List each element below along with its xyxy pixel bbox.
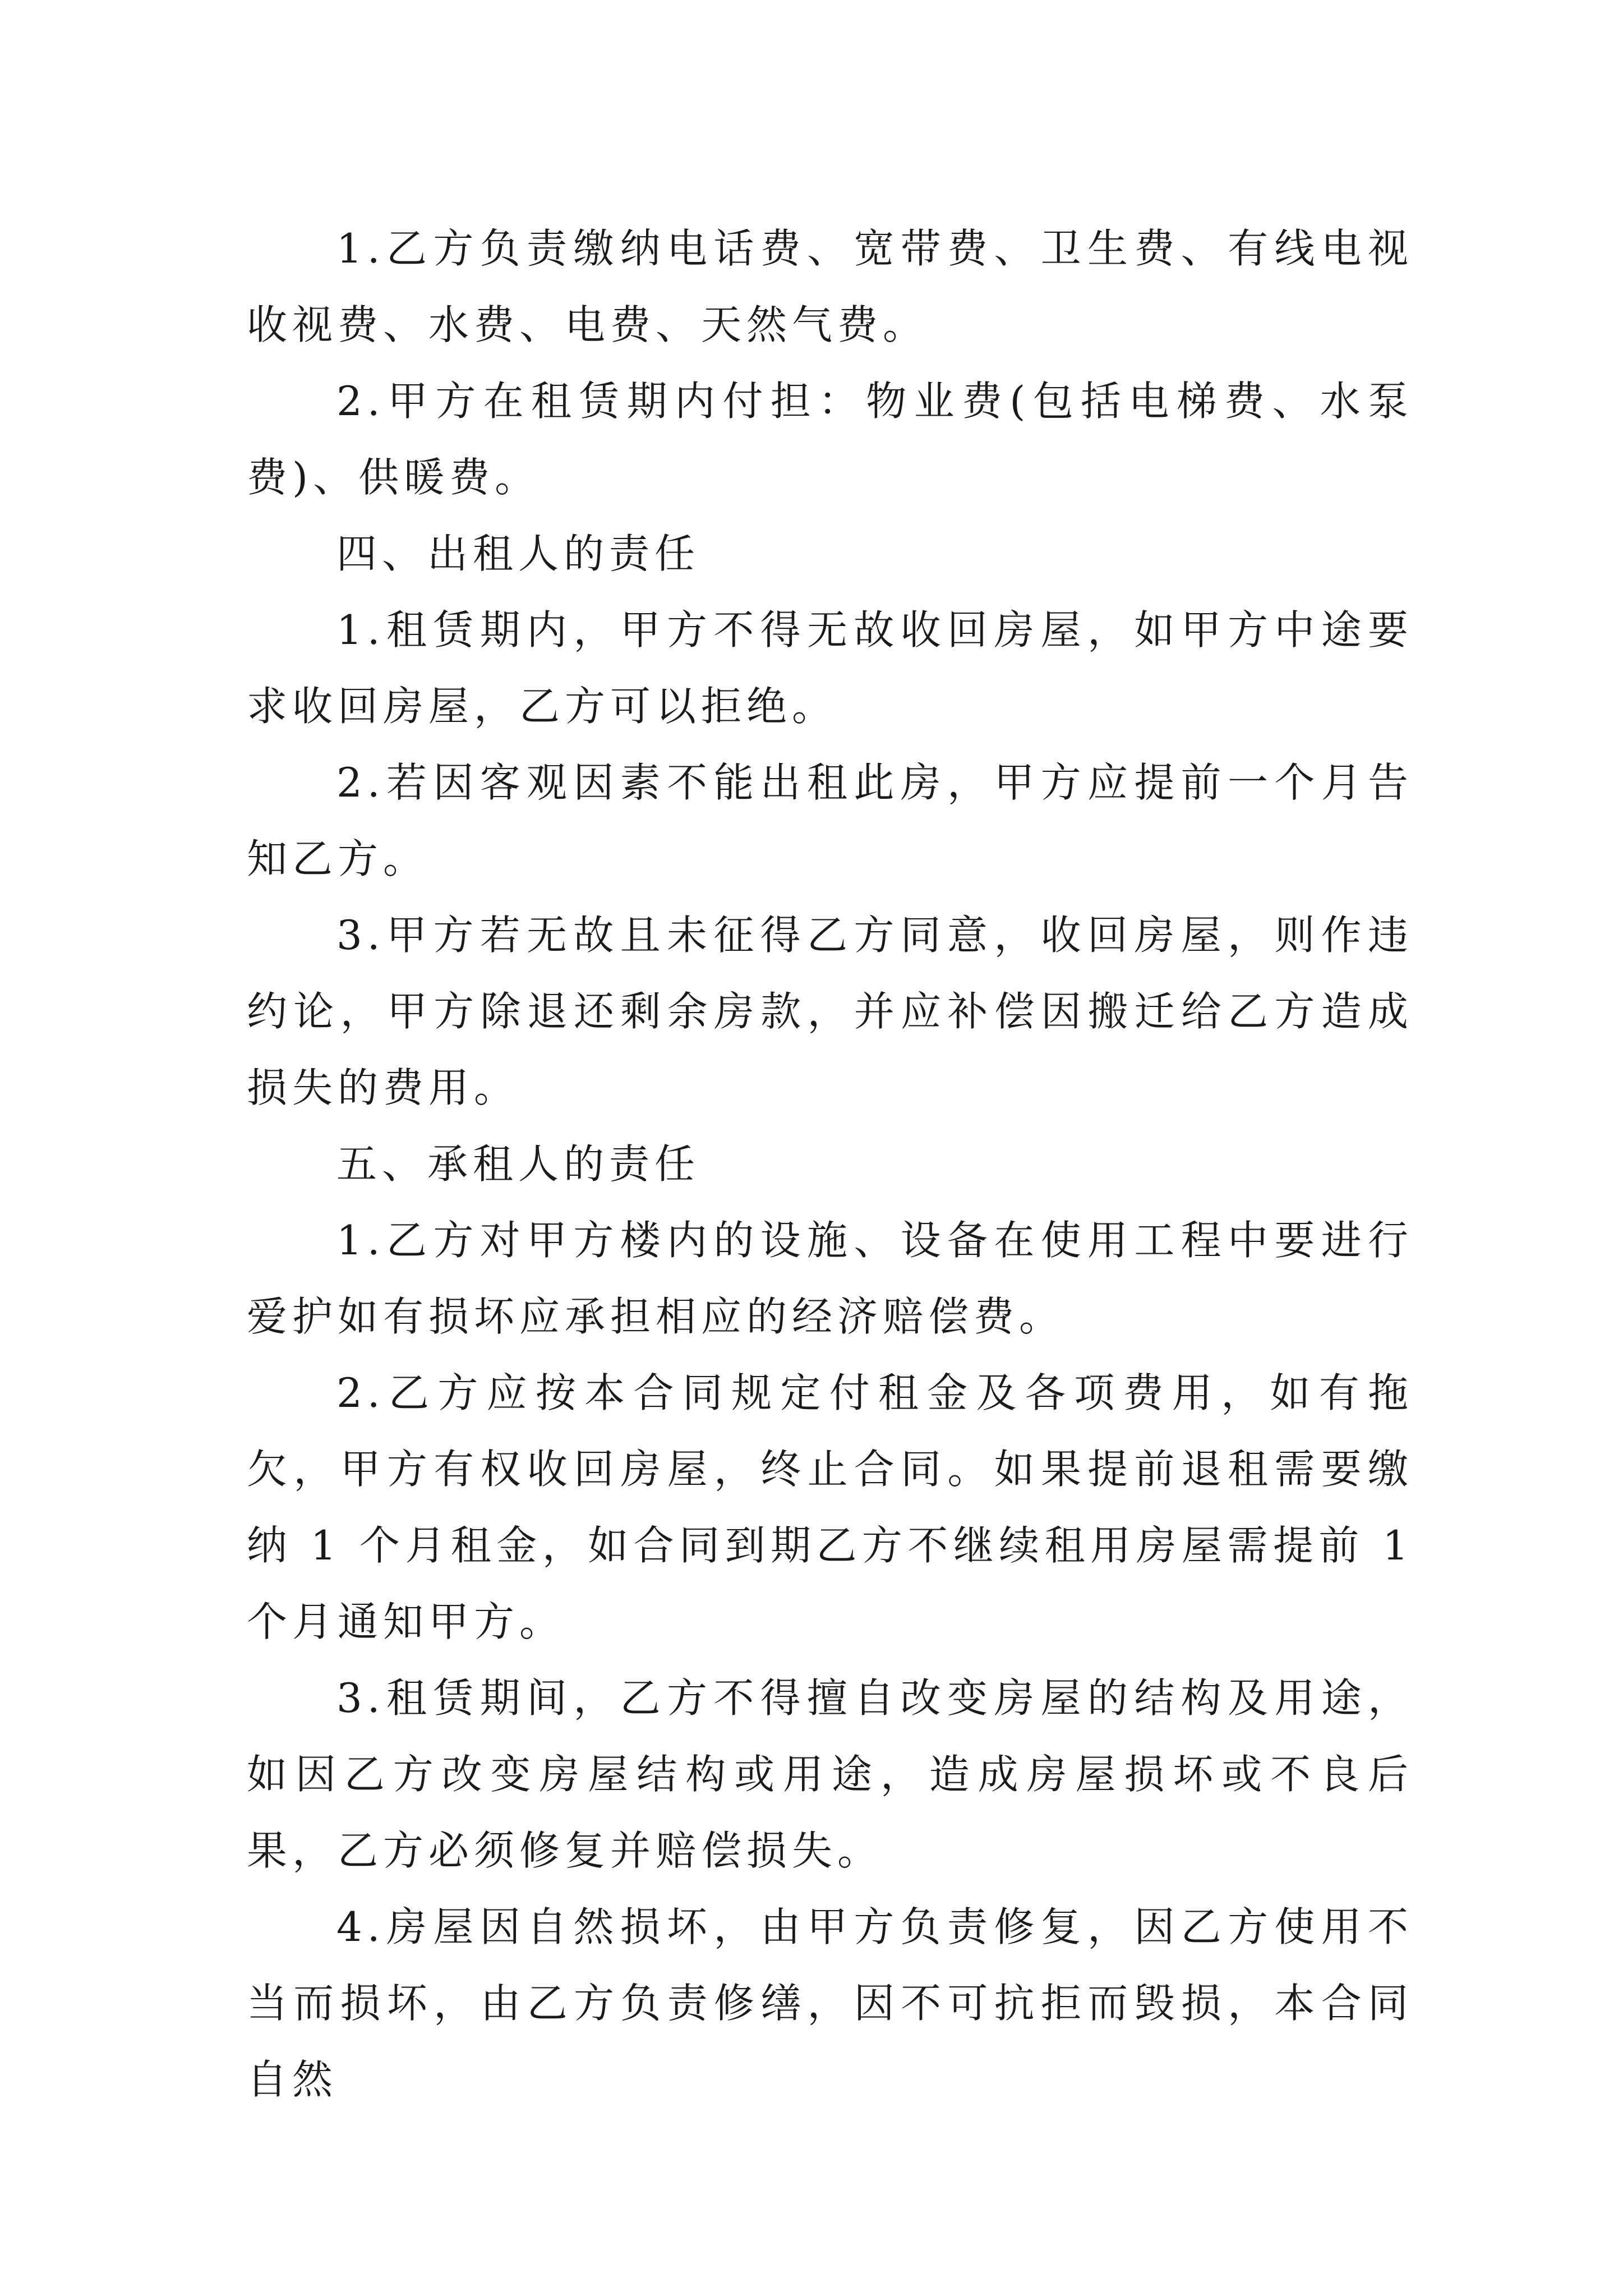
clause-5-1: 1.乙方对甲方楼内的设施、设备在使用工程中要进行爱护如有损坏应承担相应的经济赔偿费。 xyxy=(247,1217,1413,1340)
clause-5-4: 4.房屋因自然损坏，由甲方负责修复，因乙方使用不当而损坏，由乙方负责修缮，因不可抗拒而毁损，本合同自然 xyxy=(247,1903,1413,2103)
clause-5-3: 3.租赁期间，乙方不得擅自改变房屋的结构及用途，如因乙方改变房屋结构或用途，造成房屋损坏或不良后果，乙方必须修复并赔偿损失。 xyxy=(247,1674,1413,1874)
clause-5-2: 2.乙方应按本合同规定付租金及各项费用，如有拖欠，甲方有权收回房屋，终止合同。如果提前退租需要缴纳 1 个月租金，如合同到期乙方不继续租用房屋需提前 1 个月通知甲方。 xyxy=(247,1369,1413,1645)
clause-4-2: 2.若因客观因素不能出租此房，甲方应提前一个月告知乙方。 xyxy=(247,759,1413,882)
section-heading-5: 五、承租人的责任 xyxy=(336,1140,700,1188)
clause-3-2: 2.甲方在租赁期内付担：物业费(包括电梯费、水泵费)、供暖费。 xyxy=(247,378,1413,501)
clause-4-3: 3.甲方若无故且未征得乙方同意，收回房屋，则作违约论，甲方除退还剩余房款，并应补偿因搬迁给乙方造成损失的费用。 xyxy=(247,912,1413,1111)
clause-4-1: 1.租赁期内，甲方不得无故收回房屋，如甲方中途要求收回房屋，乙方可以拒绝。 xyxy=(247,606,1413,730)
clause-3-1: 1.乙方负责缴纳电话费、宽带费、卫生费、有线电视收视费、水费、电费、天然气费。 xyxy=(247,225,1413,348)
document-body xyxy=(247,210,1413,2118)
section-heading-4: 四、出租人的责任 xyxy=(336,530,700,577)
